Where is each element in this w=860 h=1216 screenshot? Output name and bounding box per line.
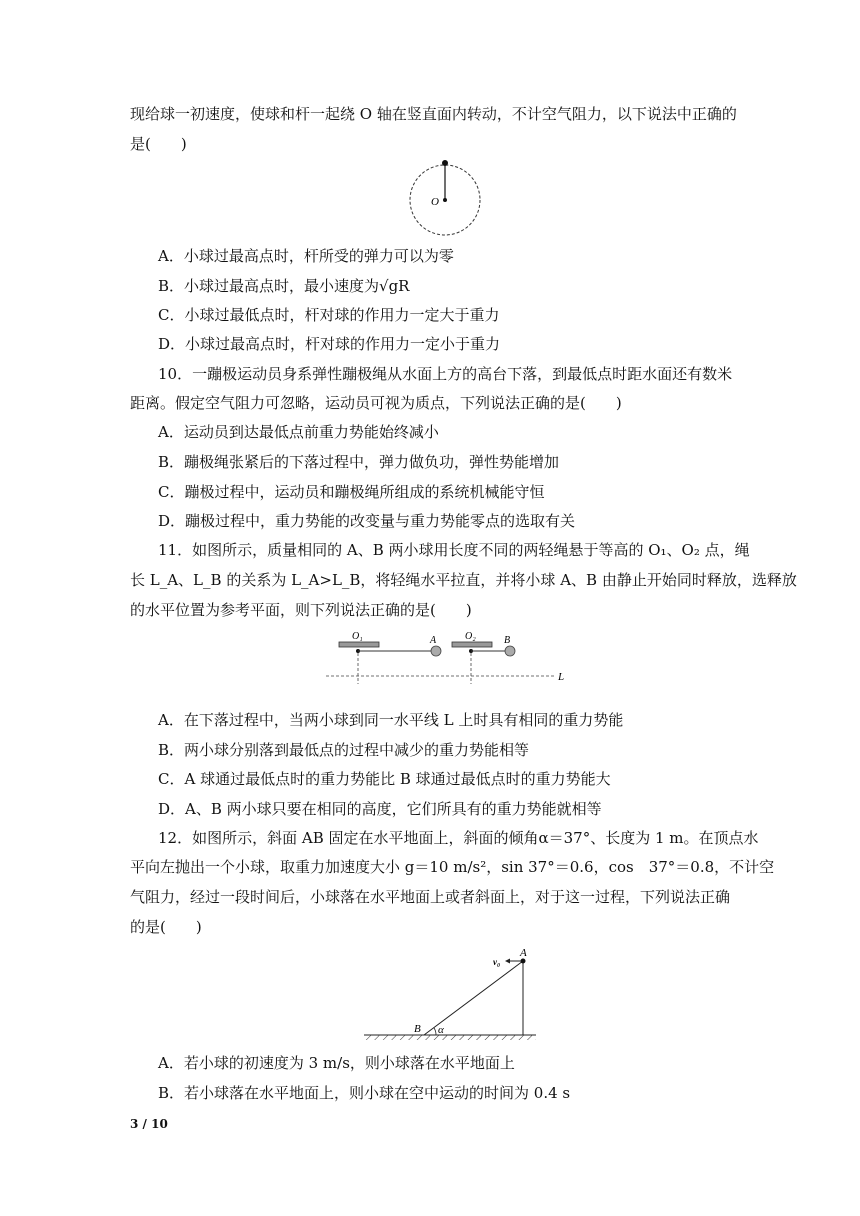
q11-stem-line-3: 的水平位置为参考平面，则下列说法正确的是( ): [130, 601, 472, 619]
ball-b: [505, 646, 515, 656]
angle-arc: [434, 1028, 436, 1035]
q11-stem-line-1: 11．如图所示，质量相同的 A、B 两小球用长度不同的两轻绳悬于等高的 O₁、O₂ 点，绳: [158, 541, 750, 559]
q11-option-b: B．两小球分别落到最低点的过程中减少的重力势能相等: [158, 741, 530, 759]
q12-stem-line-2: 平向左抛出一个小球，取重力加速度大小 g＝10 m/s²，sin 37°＝0.6，cos 37°＝0.8，不计空: [130, 858, 775, 876]
q10-option-a: A．运动员到达最低点前重力势能始终减小: [158, 423, 439, 441]
q11-pendulum-figure: [322, 626, 582, 686]
q9-option-c: C．小球过最低点时，杆对球的作用力一定大于重力: [158, 306, 500, 324]
label-a: A: [520, 947, 527, 959]
q9-stem-line-1: 现给球一初速度，使球和杆一起绕 O 轴在竖直面内转动，不计空气阻力，以下说法中正确的: [130, 105, 737, 123]
label-o: O: [431, 196, 439, 208]
label-b: B: [504, 635, 511, 646]
label-v0: v₀: [493, 957, 501, 967]
q10-option-d: D．蹦极过程中，重力势能的改变量与重力势能零点的选取有关: [158, 512, 576, 530]
q11-option-a: A．在下落过程中，当两小球到同一水平线 L 上时具有相同的重力势能: [158, 711, 624, 729]
ball-at-a: [521, 959, 526, 964]
pivot-o: [443, 198, 447, 202]
label-l: L: [558, 671, 565, 683]
ball: [442, 160, 448, 166]
q9-rotating-rod-figure: [400, 155, 490, 245]
q12-option-b: B．若小球落在水平地面上，则小球在空中运动的时间为 0.4 s: [158, 1084, 571, 1102]
q9-option-b: B．小球过最高点时，最小速度为√gR: [158, 277, 410, 295]
q9-option-a: A．小球过最高点时，杆所受的弹力可以为零: [158, 247, 454, 265]
q10-stem-line-2: 距离。假定空气阻力可忽略，运动员可视为质点，下列说法正确的是( ): [130, 394, 622, 412]
q12-stem-line-4: 的是( ): [130, 918, 202, 936]
page-number: 3 / 10: [130, 1117, 168, 1131]
ground-hatch: [364, 1035, 536, 1040]
label-o1: O₁: [352, 631, 363, 642]
q10-option-c: C．蹦极过程中，运动员和蹦极绳所组成的系统机械能守恒: [158, 483, 545, 501]
label-a: A: [430, 635, 437, 646]
support-o2: [452, 642, 492, 647]
support-o1: [339, 642, 379, 647]
q10-option-b: B．蹦极绳张紧后的下落过程中，弹力做负功，弹性势能增加: [158, 453, 560, 471]
velocity-arrow-head: [505, 959, 510, 964]
q12-option-a: A．若小球的初速度为 3 m/s，则小球落在水平地面上: [158, 1054, 515, 1072]
q9-option-d: D．小球过最高点时，杆对球的作用力一定小于重力: [158, 335, 501, 353]
q12-incline-figure: [360, 944, 540, 1044]
label-b: B: [414, 1023, 421, 1035]
q12-stem-line-1: 12．如图所示，斜面 AB 固定在水平地面上，斜面的倾角α＝37°、长度为 1 m。在顶点水: [158, 829, 759, 847]
q12-stem-line-3: 气阻力，经过一段时间后，小球落在水平地面上或者斜面上，对于这一过程，下列说法正确: [130, 888, 731, 906]
q9-stem-line-2: 是( ): [130, 135, 187, 153]
ball-a: [431, 646, 441, 656]
q11-option-c: C．A 球通过最低点时的重力势能比 B 球通过最低点时的重力势能大: [158, 770, 611, 788]
q11-option-d: D．A、B 两小球只要在相同的高度，它们所具有的重力势能就相等: [158, 800, 602, 818]
q11-stem-line-2: 长 L_A、L_B 的关系为 L_A>L_B，将轻绳水平拉直，并将小球 A、B 由静止开始同时释放，选释放: [130, 571, 797, 589]
q10-stem-line-1: 10．一蹦极运动员身系弹性蹦极绳从水面上方的高台下落，到最低点时距水面还有数米: [158, 365, 733, 383]
label-o2: O₂: [465, 631, 476, 642]
label-alpha: α: [438, 1024, 444, 1036]
